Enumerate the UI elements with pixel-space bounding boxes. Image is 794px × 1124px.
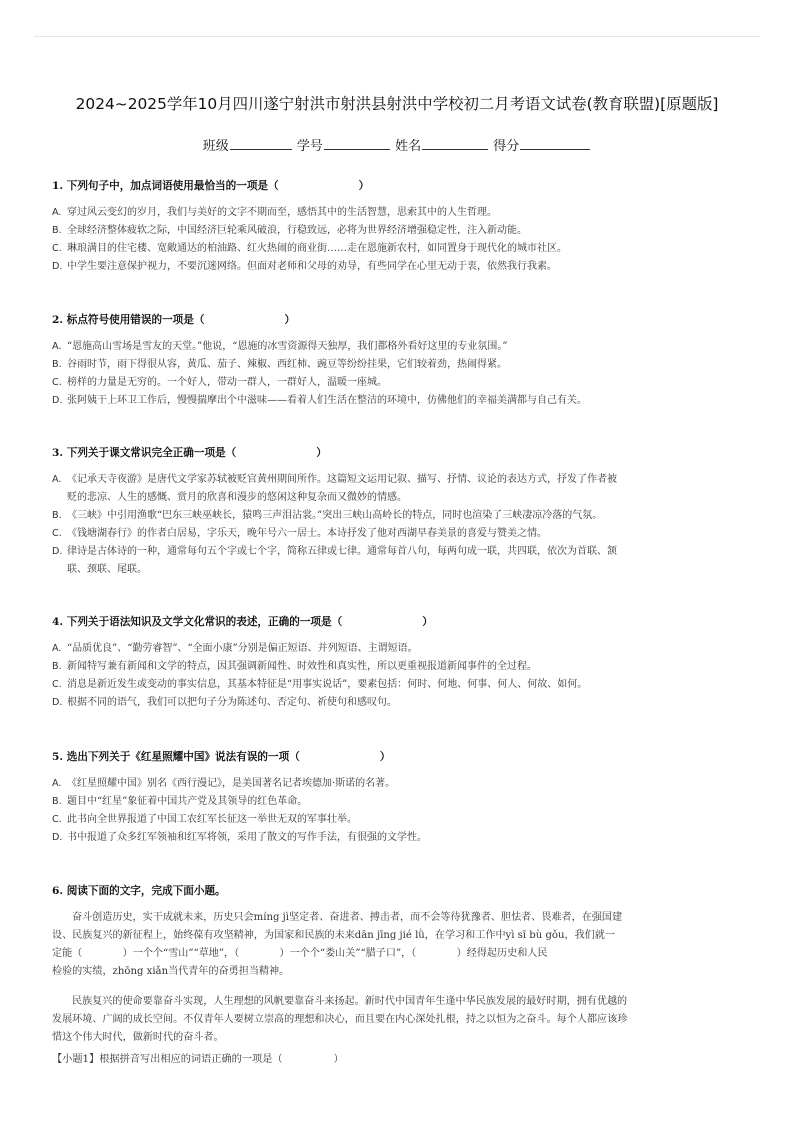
question-3-option-b[interactable]: B. 《三峡》中引用渔歌“巴东三峡巫峡长，猿鸣三声泪沾裳。”突出三峡山高岭长的特点，同时也渲染了三峡凄凉冷落的气氛。 [52,510,603,521]
question-3-option-c[interactable]: C. 《钱塘湖春行》的作者白居易，字乐天，晚年号六一居士。本诗抒发了他对西湖早春美景的喜爱与赞美之情。 [52,528,547,539]
question-2 [52,312,752,410]
question-1-option-b[interactable]: B. 全球经济整体疲软之际，中国经济巨轮乘风破浪，行稳致远，必将为世界经济增强稳定性，注入新动能。 [52,225,527,236]
question-4 [52,614,752,712]
question-6 [52,883,752,1069]
question-4-stem: 4. 下列关于语法知识及文学文化常识的表述，正确的一项是（ ） [52,616,433,628]
score-label: 得分 [493,139,520,154]
question-5-option-b[interactable]: B. 题目中“红星”象征着中国共产党及其领导的红色革命。 [52,796,308,807]
question-3-option-a[interactable]: A. 《记承天寺夜游》是唐代文学家苏轼被贬官黄州期间所作。这篇短文运用记叙、描写、抒情、议论的表达方式，抒发了作者被 贬的悲凉、人生的感慨、赏月的欣喜和漫步的悠闲这种复杂而又微妙的情感。 [52,474,617,503]
name-blank[interactable] [422,137,488,150]
question-5-option-a[interactable]: A. 《红星照耀中国》别名《西行漫记》，是美国著名记者埃德加·斯诺的名著。 [52,778,396,789]
passage-paragraph-1: 奋斗创造历史，实干成就未来，历史只会míng jì坚定者、奋进者、搏击者，而不会等待犹豫者、胆怯者、畏难者，在强国建 设、民族复兴的新征程上，始终葆有攻坚精神，为国家和民族的未来dān jīng jié lǜ，在学习和工作中yì sī bù gǒu，我们就一 定能（ ）一个个“雪山”“草地”，（ ）一个个“娄山关”“腊子口”，（ ）经得起历史和人民 检验的实绩，zhōng xiǎn当代青年的奋勇担当精神。 [52,912,623,977]
question-2-option-a[interactable]: A. “恩施高山雪场是雪友的天堂。”他说，“恩施的冰雪资源得天独厚，我们都格外看好这里的专业氛围。” [52,341,508,352]
question-1-option-c[interactable]: C. 琳琅满目的住宅楼、宽敞通达的柏油路、红火热闹的商业街……走在恩施新农村，如同置身于现代化的城市社区。 [52,243,567,254]
student-id-blank[interactable] [324,137,390,150]
class-label: 班级 [202,139,229,154]
question-3 [52,445,752,579]
question-1-stem: 1. 下列句子中，加点词语使用最恰当的一项是（ ） [52,180,370,192]
student-info-line [0,135,794,154]
page-title: 2024~2025学年10月四川遂宁射洪市射洪县射洪中学校初二月考语文试卷(教育联盟)[原题版] [75,95,719,113]
question-6-stem: 6. 阅读下面的文字，完成下面小题。 [52,885,226,897]
reading-passage [52,909,752,1047]
question-2-option-c[interactable]: C. 榜样的力量是无穷的。一个好人，带动一群人，一群好人，温暖一座城。 [52,377,387,388]
passage-paragraph-2: 民族复兴的使命要靠奋斗实现，人生理想的风帆要靠奋斗来扬起。新时代中国青年生逢中华民族发展的最好时期，拥有优越的 发展环境、广阔的成长空间。不仅青年人要树立崇高的理想和决心，而且要在内心深处扎根，持之以恒为之奋斗。每个人都应该珍 惜这个伟大时代，做新时代的奋斗者。 [52,996,628,1043]
question-1-option-d[interactable]: D. 中学生要注意保护视力，不要沉迷网络。但面对老师和父母的劝导，有些同学在心里无动于衷，依然我行我素。 [52,261,557,272]
question-5-stem: 5. 选出下列关于《红星照耀中国》说法有误的一项（ ） [52,751,391,763]
class-blank[interactable] [230,137,292,150]
question-4-option-b[interactable]: B. 新闻特写兼有新闻和文学的特点，因其强调新闻性、时效性和真实性，所以更重视报道新闻事件的全过程。 [52,661,537,672]
question-1-option-a[interactable]: A. 穿过风云变幻的岁月，我们与美好的文字不期而至，感悟其中的生活智慧，思索其中的人生哲理。 [52,207,497,218]
question-5-option-d[interactable]: D. 书中报道了众多红军领袖和红军将领，采用了散文的写作手法，有很强的文学性。 [52,832,427,843]
header-divider [34,36,760,37]
question-1 [52,178,752,276]
sub-question-1: 【小题1】根据拼音写出相应的词语正确的一项是（ ） [52,1054,344,1065]
question-2-option-d[interactable]: D. 张阿姨干上环卫工作后，慢慢揣摩出个中滋味——看着人们生活在整洁的环境中，仿佛他们的幸福美满都与自己有关。 [52,395,587,406]
question-4-option-d[interactable]: D. 根据不同的语气，我们可以把句子分为陈述句、否定句、祈使句和感叹句。 [52,697,397,708]
question-4-option-a[interactable]: A. “品质优良”、“勤劳睿智”、“全面小康”分别是偏正短语、并列短语、主谓短语。 [52,643,418,654]
student-id-label: 学号 [296,139,323,154]
question-2-option-b[interactable]: B. 谷雨时节，雨下得很从容，黄瓜、茄子、辣椒、西红柿、豌豆等纷纷挂果，它们较着劲，热闹得紧。 [52,359,507,370]
question-5-option-c[interactable]: C. 此书向全世界报道了中国工农红军长征这一举世无双的军事壮举。 [52,814,357,825]
question-4-option-c[interactable]: C. 消息是新近发生或变动的事实信息，其基本特征是“用事实说话”，要素包括：何时、何地、何事、何人、何故、如何。 [52,679,588,690]
question-2-stem: 2. 标点符号使用错误的一项是（ ） [52,314,296,326]
question-3-option-d[interactable]: D. 律诗是古体诗的一种，通常每句五个字或七个字，简称五律或七律。通常每首八句，每两句成一联，共四联，依次为首联、颔 联、颈联、尾联。 [52,546,617,575]
question-5 [52,749,752,847]
name-label: 姓名 [395,139,422,154]
question-3-stem: 3. 下列关于课文常识完全正确一项是（ ） [52,447,327,459]
score-blank[interactable] [520,137,590,150]
